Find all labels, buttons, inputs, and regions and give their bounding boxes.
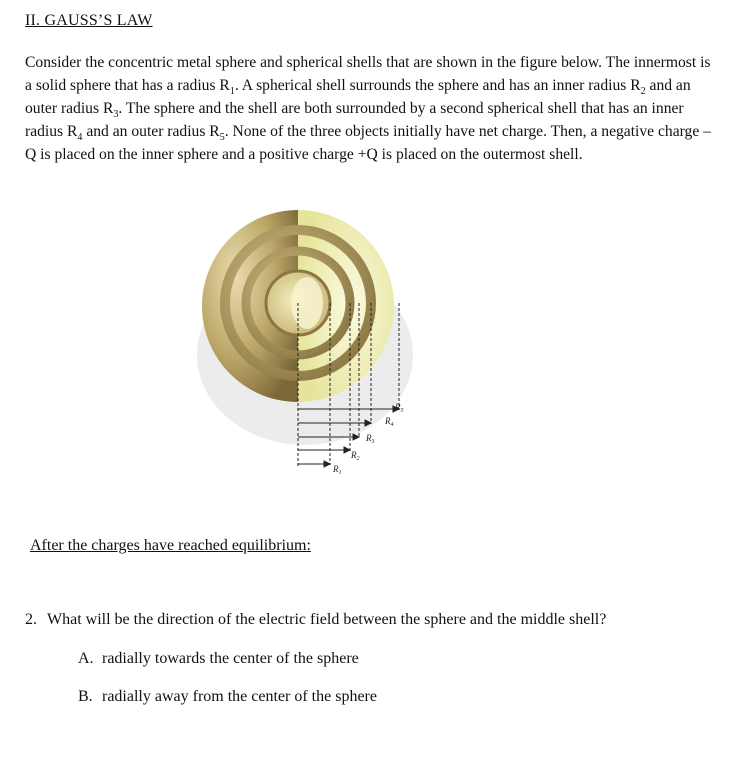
option-letter: B. <box>78 688 93 705</box>
equilibrium-subheading: After the charges have reached equilibrium: <box>30 537 311 554</box>
option-text: radially away from the center of the sphere <box>102 688 377 705</box>
question-number: 2. <box>25 611 37 628</box>
label-r5: $R_5$ <box>395 402 404 414</box>
label-r3: $R_3$ <box>366 433 375 445</box>
spheres-diagram <box>195 205 435 495</box>
section-heading: II. GAUSS’S LAW <box>25 12 153 29</box>
label-r1: $R_1$ <box>333 464 342 476</box>
label-r2: $R_2$ <box>351 450 360 462</box>
option-b[interactable] <box>78 688 377 706</box>
inner-sphere-highlight <box>291 277 323 329</box>
problem-statement: Consider the concentric metal sphere and spherical shells that are shown in the figure below. The innermost is a solid sphere that has a radius $R_1$. A spherical shell surrounds the sphere and has an inner radius $R_2$ and an outer radius $R_3$. The sphere and the shell are both surrounded by a second spherical shell that has an inner radius $R_4$ and an outer radius $R_5$. None of the three objects initially have net charge. Then, a negative charge –Q is placed on the inner sphere and a positive charge +Q is placed on the outermost shell. <box>25 54 711 163</box>
concentric-spheres-figure <box>195 205 435 495</box>
option-a[interactable] <box>78 650 359 668</box>
option-text: radially towards the center of the sphere <box>102 650 359 667</box>
option-letter: A. <box>78 650 94 667</box>
question-text: What will be the direction of the electric field between the sphere and the middle shell? <box>47 611 607 628</box>
label-r4: $R_4$ <box>385 416 394 428</box>
question-2 <box>25 611 606 629</box>
